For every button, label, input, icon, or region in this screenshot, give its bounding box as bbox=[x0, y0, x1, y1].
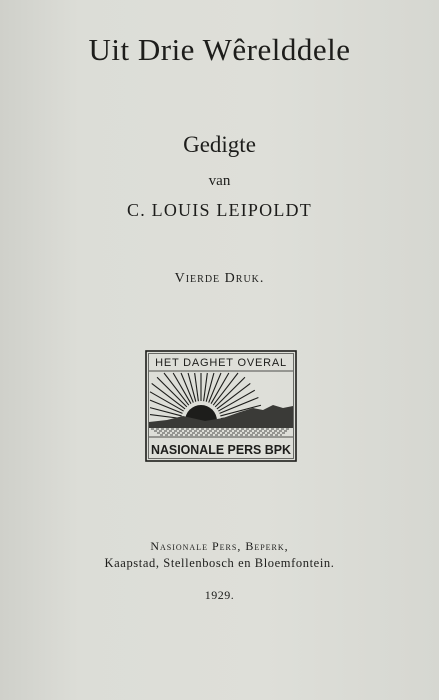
publisher-logo-graphic bbox=[145, 350, 297, 462]
sun-ray bbox=[157, 377, 187, 407]
imprint-year: 1929. bbox=[204, 588, 235, 602]
publisher-logo bbox=[145, 350, 297, 462]
imprint-publisher: Nasionale Pers, Beperk, bbox=[150, 539, 289, 553]
logo-motto: HET DAGHET OVERAL bbox=[155, 357, 287, 369]
logo-publisher-name: NASIONALE PERS BPK bbox=[151, 443, 291, 457]
sun-ray bbox=[188, 373, 196, 402]
sun-ray bbox=[215, 377, 245, 407]
water-lines bbox=[151, 429, 291, 435]
sun-ray bbox=[206, 373, 214, 402]
sun-ray bbox=[195, 373, 199, 401]
author-name: C. LOUIS LEIPOLDT bbox=[127, 200, 312, 220]
sun-ray bbox=[204, 373, 208, 401]
book-title: Uit Drie Wêrelddele bbox=[88, 32, 351, 67]
by-line: van bbox=[208, 173, 231, 189]
book-subtitle: Gedigte bbox=[183, 132, 256, 157]
edition-label: Vierde Druk. bbox=[174, 271, 265, 286]
imprint-cities: Kaapstad, Stellenbosch en Bloemfontein. bbox=[104, 556, 335, 570]
